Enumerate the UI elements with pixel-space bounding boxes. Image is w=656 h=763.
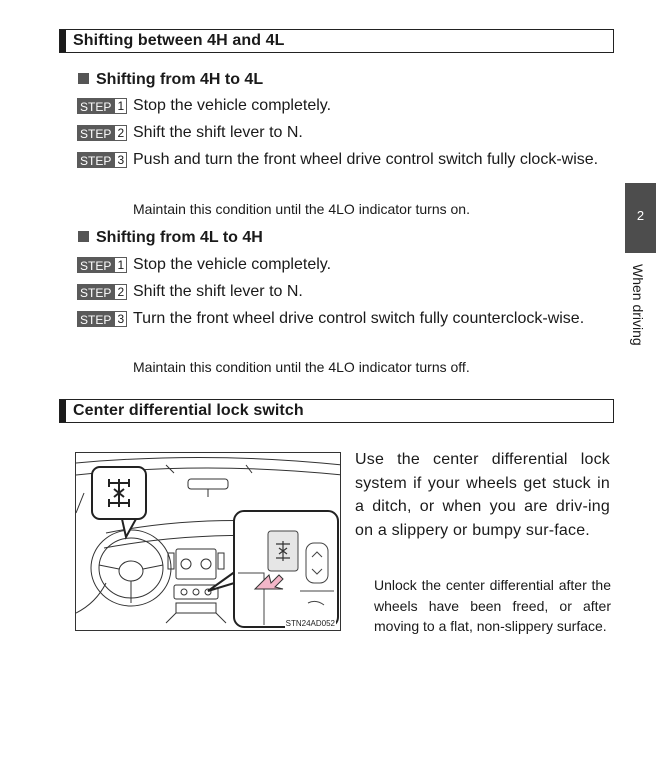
chapter-tab	[625, 183, 656, 253]
body-paragraph: Use the center differential lock system if your wheels get stuck in a ditch, or when you are driv-ing on a slippery or bumpy sur-face.	[355, 451, 610, 539]
step-number: 2	[114, 125, 127, 141]
step-label: STEP	[77, 284, 114, 300]
step-badge	[77, 98, 127, 114]
step-number: 1	[114, 98, 127, 114]
step-text: Stop the vehicle completely.	[133, 97, 332, 114]
step-label: STEP	[77, 311, 114, 327]
step-number: 3	[114, 152, 127, 168]
callout-switch-zoom	[208, 511, 338, 627]
step-text: Shift the shift lever to N.	[133, 283, 303, 300]
subheading-text: Shifting from 4H to 4L	[96, 71, 264, 88]
step-text: Stop the vehicle completely.	[133, 256, 332, 273]
dashboard-drawing	[76, 453, 341, 631]
section-title: Center differential lock switch	[73, 402, 304, 419]
step-label: STEP	[77, 98, 114, 114]
step-text: Push and turn the front wheel drive control switch fully clock-wise.	[133, 151, 599, 168]
subheading-4h-to-4l	[78, 71, 263, 89]
step-label: STEP	[77, 257, 114, 273]
subheading-4l-to-4h	[78, 229, 263, 247]
step-badge	[77, 284, 127, 300]
step-badge	[77, 125, 127, 141]
step-label: STEP	[77, 125, 114, 141]
square-bullet-icon	[78, 231, 89, 242]
square-bullet-icon	[78, 73, 89, 84]
step-number: 2	[114, 284, 127, 300]
step-number: 1	[114, 257, 127, 273]
header-bar	[60, 30, 66, 52]
step-note: Maintain this condition until the 4LO indicator turns on.	[133, 201, 470, 217]
body-note: Unlock the center differential after the wheels have been freed, or after moving to a flat, non-slippery surface.	[374, 577, 611, 634]
callout-4wd-indicator	[92, 467, 146, 537]
step-note: Maintain this condition until the 4LO indicator turns off.	[133, 359, 470, 375]
step-text: Turn the front wheel drive control switch fully counterclock-wise.	[133, 310, 585, 327]
section-header-shifting	[59, 29, 614, 53]
step-badge	[77, 257, 127, 273]
chapter-label-text: When driving	[630, 264, 646, 346]
subheading-text: Shifting from 4L to 4H	[96, 229, 263, 246]
step-badge	[77, 152, 127, 168]
step-label: STEP	[77, 152, 114, 168]
step-number: 3	[114, 311, 127, 327]
chapter-label	[625, 262, 656, 372]
figure-code: STN24AD052	[285, 619, 335, 628]
dashboard-illustration	[75, 452, 341, 631]
header-bar	[60, 400, 66, 422]
step-text: Shift the shift lever to N.	[133, 124, 303, 141]
chapter-number: 2	[636, 208, 645, 223]
step-badge	[77, 311, 127, 327]
section-header-center-diff	[59, 399, 614, 423]
section-title: Shifting between 4H and 4L	[73, 32, 285, 49]
